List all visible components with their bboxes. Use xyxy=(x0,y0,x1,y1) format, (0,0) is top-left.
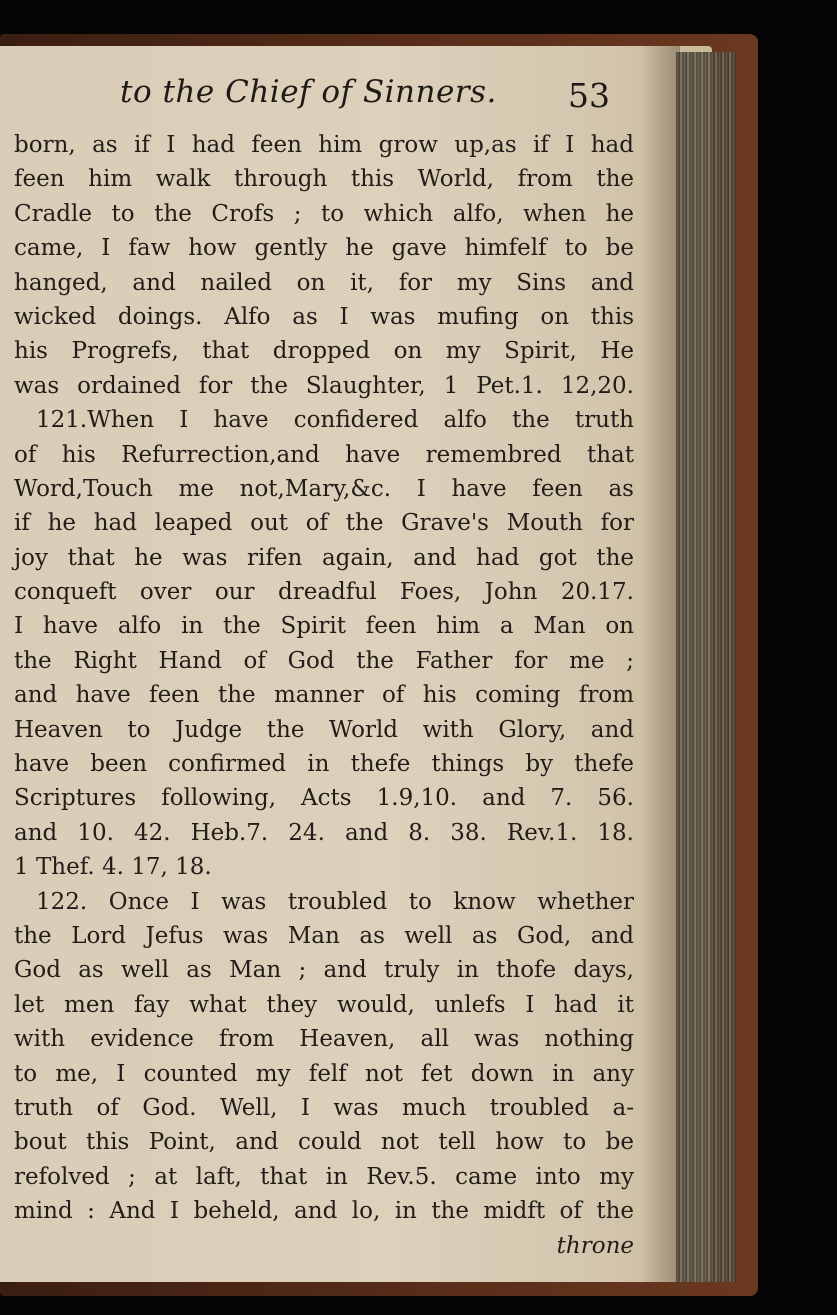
text-line: the Right Hand of God the Father for me ; xyxy=(14,647,634,674)
text-line: hanged, and nailed on it, for my Sins and xyxy=(14,269,634,296)
text-line: 1 Thef. 4. 17, 18. xyxy=(14,854,212,881)
text-line: if he had leaped out of the Grave's Mouth for xyxy=(14,510,634,537)
text-line: of his Refurrection,and have remembred that xyxy=(14,441,634,468)
text-line: came, I faw how gently he gave himfelf to be xyxy=(14,235,634,262)
page-number: 53 xyxy=(568,76,610,115)
text-line: 121.When I have confidered alfo the truth xyxy=(36,407,634,434)
text-line: and 10. 42. Heb.7. 24. and 8. 38. Rev.1. 18. xyxy=(14,819,634,846)
text-line: Scriptures following, Acts 1.9,10. and 7. 56. xyxy=(14,785,634,812)
text-line: I have alfo in the Spirit feen him a Man on xyxy=(14,613,634,640)
page-gutter-shadow xyxy=(640,46,680,1282)
text-line: 122. Once I was troubled to know whether xyxy=(36,888,634,915)
text-line: let men fay what they would, unlefs I had it xyxy=(14,991,634,1018)
text-line: born, as if I had feen him grow up,as if I had xyxy=(14,132,634,158)
text-line: God as well as Man ; and truly in thofe days, xyxy=(14,957,634,984)
text-line: and have feen the manner of his coming from xyxy=(14,682,634,709)
text-line: Cradle to the Crofs ; to which alfo, when he xyxy=(14,200,634,227)
page-edges xyxy=(676,52,736,1282)
text-line: was ordained for the Slaughter, 1 Pet.1. 12,20. xyxy=(14,372,634,399)
running-title: to the Chief of Sinners. xyxy=(120,74,497,110)
text-line: wicked doings. Alfo as I was mufing on this xyxy=(14,303,634,330)
catchword: throne xyxy=(556,1232,634,1259)
text-line: his Progrefs, that dropped on my Spirit, He xyxy=(14,338,634,365)
text-line: have been confirmed in thefe things by thefe xyxy=(14,751,634,778)
text-line: to me, I counted my felf not fet down in any xyxy=(14,1060,634,1087)
text-line: feen him walk through this World, from the xyxy=(14,166,634,193)
text-line: Word,Touch me not,Mary,&c. I have feen as xyxy=(14,475,634,502)
text-line: with evidence from Heaven, all was nothing xyxy=(14,1026,634,1053)
text-line: mind : And I beheld, and lo, in the midft of the xyxy=(14,1198,634,1225)
text-line: joy that he was rifen again, and had got the xyxy=(14,544,634,571)
text-line: refolved ; at laft, that in Rev.5. came into my xyxy=(14,1163,634,1190)
text-line: the Lord Jefus was Man as well as God, and xyxy=(14,922,634,949)
running-head xyxy=(0,74,640,122)
body-text xyxy=(14,128,634,1263)
text-line: bout this Point, and could not tell how to be xyxy=(14,1129,634,1156)
text-line: conqueft over our dreadful Foes, John 20.17. xyxy=(14,579,634,606)
text-line: truth of God. Well, I was much troubled a- xyxy=(14,1094,634,1121)
text-line: Heaven to Judge the World with Glory, and xyxy=(14,716,634,743)
